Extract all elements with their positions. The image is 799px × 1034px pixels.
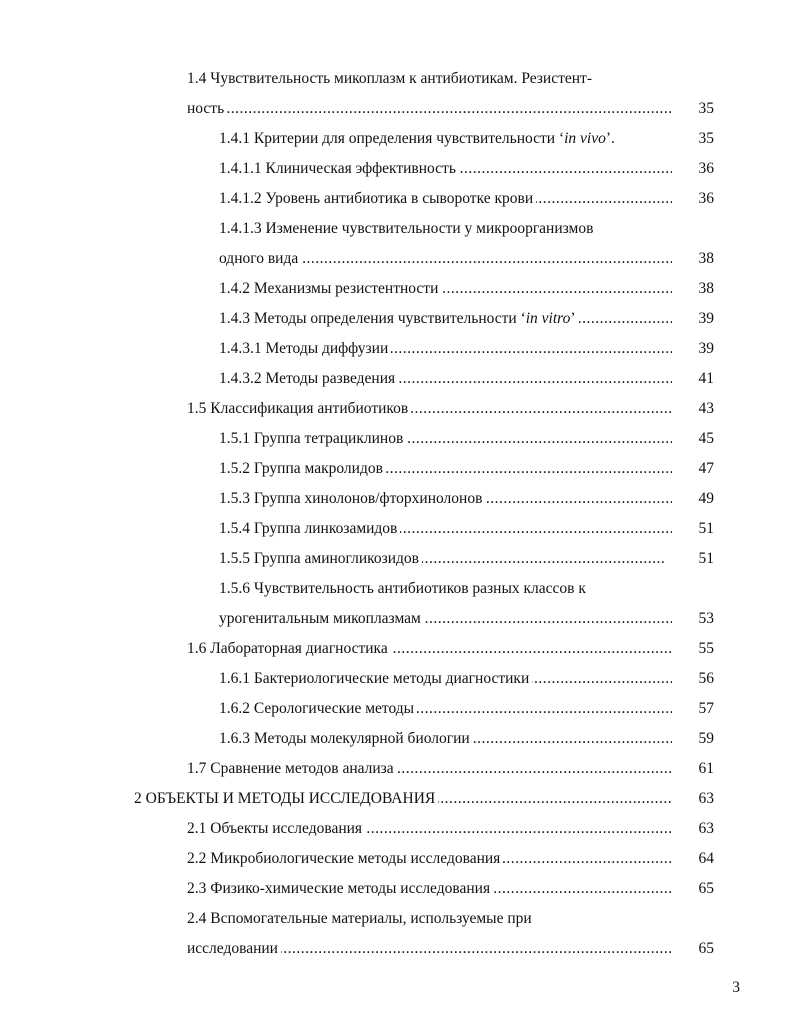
toc-entry-italic: in vivo (564, 130, 606, 147)
toc-entry-2-3 (187, 878, 672, 900)
toc-entry-1-4-3-2 (219, 368, 672, 390)
toc-entry-text: 1.4.1.3 Изменение чувствительности у микроорганизмов (219, 220, 594, 237)
toc-page-number: 65 (698, 880, 714, 897)
toc-page-number: 64 (698, 850, 714, 867)
toc-entry-text: ’. (605, 130, 615, 147)
toc-page-number: 53 (698, 610, 714, 627)
toc-entry-1-5 (187, 398, 672, 420)
toc-entry-text: 1.5.1 Группа тетрациклинов (219, 430, 406, 447)
toc-page-number: 59 (698, 730, 714, 747)
page-number: 3 (732, 979, 740, 996)
toc-entry-text: 1.7 Сравнение методов анализа (187, 760, 397, 777)
toc-entry-1-4-1-1 (219, 158, 672, 180)
toc-entry-text: 1.5.6 Чувствительность антибиотиков разных классов к (219, 580, 586, 597)
toc-page-number: 65 (698, 940, 714, 957)
toc-entry-text: 2 ОБЪЕКТЫ И МЕТОДЫ ИССЛЕДОВАНИЯ (134, 790, 438, 807)
toc-entry-text: 1.4.1.2 Уровень антибиотика в сыворотке крови (219, 190, 536, 207)
toc-page-number: 56 (698, 670, 714, 687)
toc-entry-text: 2.2 Микробиологические методы исследования (187, 850, 503, 867)
toc-entry-1-5-3 (219, 488, 672, 510)
toc-page-number: 43 (698, 400, 714, 417)
toc-entry-1-5-2 (219, 458, 672, 480)
toc-page-number: 36 (698, 160, 714, 177)
toc-entry-text: 1.6.1 Бактериологические методы диагностики (219, 670, 532, 687)
toc-entry-text: урогенитальным микоплазмам (219, 610, 424, 627)
toc-page-number: 41 (698, 370, 714, 387)
toc-page-number: 51 (698, 550, 714, 567)
toc-entry-text: 1.4.3.2 Методы разведения (219, 370, 398, 387)
toc-entry-text: 1.5.4 Группа линкозамидов (219, 520, 400, 537)
toc-entry-1-4 (187, 68, 672, 90)
toc-entry-1-5-5 (219, 548, 666, 570)
toc-entry-text: ’ (570, 310, 576, 327)
toc-page-number: 35 (698, 130, 714, 147)
toc-entry-2 (134, 788, 672, 810)
toc-page-number: 63 (698, 790, 714, 807)
toc-page-number: 63 (698, 820, 714, 837)
toc-entry-1-5-4 (219, 518, 672, 540)
toc-entry-1-7 (187, 758, 672, 780)
toc-entry-text: 1.4.1 Критерии для определения чувствительности ‘ (219, 130, 565, 147)
toc-entry-1-6-2 (219, 698, 672, 720)
toc-entry-text: 1.6.2 Серологические методы (219, 700, 417, 717)
toc-entry-1-4-1-3-cont (219, 248, 672, 270)
toc-entry-text: 1.4 Чувствительность микоплазм к антибиотикам. Резистент- (187, 70, 592, 87)
toc-entry-1-4-cont (187, 98, 672, 120)
toc-entry-1-6-1 (219, 668, 672, 690)
toc-page-number: 39 (698, 310, 714, 327)
toc-page-number: 55 (698, 640, 714, 657)
toc-page-number: 38 (698, 280, 714, 297)
toc-entry-text: ность (187, 100, 227, 117)
toc-entry-text: исследовании (187, 940, 281, 957)
toc-entry-1-5-1 (219, 428, 672, 450)
toc-page-number: 35 (698, 100, 714, 117)
toc-page-number: 45 (698, 430, 714, 447)
toc-entry-2-1 (187, 818, 672, 840)
toc-page-number: 47 (698, 460, 714, 477)
toc-entry-text: 1.5.2 Группа макролидов (219, 460, 386, 477)
toc-entry-1-4-3 (219, 308, 672, 330)
toc-entry-text: 1.4.3.1 Методы диффузии (219, 340, 391, 357)
toc-entry-2-4 (187, 908, 672, 930)
toc-page-number: 49 (698, 490, 714, 507)
toc-entry-1-4-2 (219, 278, 672, 300)
toc-entry-1-5-6 (219, 578, 672, 600)
toc-entry-text: 1.5.3 Группа хинолонов/фторхинолонов (219, 490, 485, 507)
toc-entry-1-4-1-2 (219, 188, 672, 210)
toc-entry-text: 1.6.3 Методы молекулярной биологии (219, 730, 473, 747)
toc-entry-text: 1.5.5 Группа аминогликозидов (219, 550, 422, 567)
toc-entry-italic: in vitro (525, 310, 571, 327)
toc-entry-1-4-1 (219, 128, 679, 150)
toc-page-number: 51 (698, 520, 714, 537)
toc-entry-1-4-3-1 (219, 338, 672, 360)
toc-page-number: 61 (698, 760, 714, 777)
toc-page-number: 38 (698, 250, 714, 267)
toc-entry-1-4-1-3 (219, 218, 672, 240)
toc-entry-text: 2.3 Физико-химические методы исследования (187, 880, 493, 897)
toc-page-number: 39 (698, 340, 714, 357)
toc-entry-text: 1.4.3 Методы определения чувствительности ‘ (219, 310, 526, 327)
toc-entry-1-5-6-cont (219, 608, 672, 630)
toc-entry-text: 1.6 Лабораторная диагностика (187, 640, 391, 657)
toc-entry-1-6 (187, 638, 672, 660)
toc-entry-text: одного вида (219, 250, 301, 267)
toc-entry-text: 1.4.1.1 Клиническая эффективность (219, 160, 459, 177)
toc-page-number: 36 (698, 190, 714, 207)
toc-entry-text: 1.5 Классификация антибиотиков (187, 400, 411, 417)
toc-entry-text: 1.4.2 Механизмы резистентности (219, 280, 441, 297)
toc-page-number: 57 (698, 700, 714, 717)
toc-entry-2-4-cont (187, 938, 672, 960)
toc-entry-text: 2.4 Вспомогательные материалы, используемые при (187, 910, 532, 927)
toc-entry-2-2 (187, 848, 672, 870)
toc-entry-1-6-3 (219, 728, 672, 750)
toc-entry-text: 2.1 Объекты исследования (187, 820, 365, 837)
